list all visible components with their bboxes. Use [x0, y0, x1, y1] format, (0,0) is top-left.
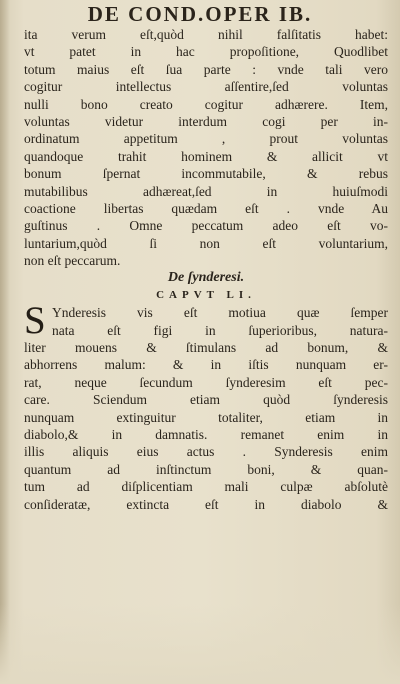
- text-line: guſtinus . Omne peccatum adeo eſt vo-: [24, 218, 388, 234]
- paragraph-2: [24, 299, 388, 513]
- text-line: tum ad diſplicentiam mali culpæ abſolutè: [24, 479, 388, 495]
- drop-cap-initial: S: [24, 299, 46, 343]
- text-line: mutabilibus adhæreat,ſed in huiuſmodi: [24, 183, 388, 199]
- bottom-page-shade: [0, 604, 400, 684]
- chapter-title: De ſynderesi.: [167, 270, 245, 286]
- text-line: nulli bono creato cogitur adhærere. Item,: [24, 96, 388, 112]
- text-line: non eſt peccarum.: [24, 253, 121, 269]
- text-line: Ynderesis vis eſt motiua quæ ſemper: [52, 305, 388, 321]
- text-line: diabolo,& in damnatis. remanet enim in: [24, 426, 388, 442]
- text-line: illis aliquis eius actus . Synderesis enim: [24, 444, 388, 460]
- text-line: quandoque trahit hominem & allicit vt: [24, 148, 388, 164]
- text-line: care. Sciendum etiam quòd ſynderesis: [24, 392, 388, 408]
- text-line: abhorrens malum: & in iſtis nunquam er-: [24, 357, 388, 373]
- text-line: conſideratæ, extincta eſt in diabolo &: [24, 496, 388, 512]
- text-line: coactione libertas quædam eſt . vnde Au: [24, 200, 388, 216]
- text-line: totum maius eſt ſua parte : vnde tali vero: [24, 61, 388, 77]
- page-spine-shadow: [0, 0, 10, 684]
- text-line: rat, neque ſecundum ſynderesim eſt pec-: [24, 374, 388, 390]
- text-line: quantum ad inſtinctum boni, & quan-: [24, 461, 388, 477]
- text-line: cogitur intellectus aſſentire,ſed voluntas: [24, 79, 388, 95]
- paragraph-2-indented-lines: [24, 299, 388, 343]
- text-line: luntarium,quòd ſi non eſt voluntarium,: [24, 235, 388, 251]
- paragraph-1: [24, 26, 388, 269]
- text-line: nata eſt figi in ſuperioribus, natura-: [52, 322, 388, 338]
- body-text: [24, 26, 388, 513]
- text-line: nunquam extinguitur totaliter, etiam in: [24, 409, 388, 425]
- paragraph-2-lines: [24, 339, 388, 513]
- chapter-label: CAPVT LI.: [156, 288, 256, 301]
- text-line: voluntas videtur interdum cogi per in-: [24, 113, 388, 129]
- text-line: ordinatum appetitum , prout voluntas: [24, 131, 388, 147]
- text-line: ita verum eſt,quòd nihil falſitatis habet:: [24, 27, 388, 42]
- running-head: DE COND.OPER IB.: [87, 2, 313, 26]
- text-line: liter mouens & ſtimulans ad bonum, &: [24, 340, 388, 356]
- text-line: bonum ſpernat incommutabile, & rebus: [24, 166, 388, 182]
- text-line: vt patet in hac propoſitione, Quodlibet: [24, 44, 388, 60]
